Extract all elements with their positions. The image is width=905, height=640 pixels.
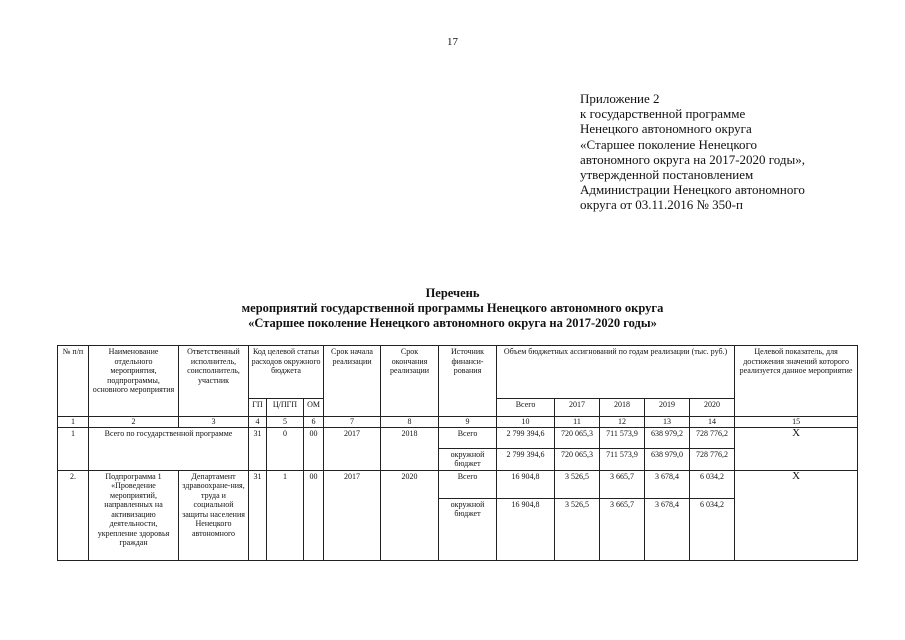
row-2018: 711 573,9 xyxy=(600,427,645,448)
row-name: Подпрограмма 1 «Проведение мероприятий, направленных на активизацию деятельности, укрепление здоровья граждан xyxy=(89,470,179,560)
row-total: 16 904,8 xyxy=(497,470,555,498)
appendix-line: утвержденной постановлением xyxy=(580,167,754,183)
row-2020: 6 034,2 xyxy=(690,498,735,560)
column-number: 10 xyxy=(497,417,555,428)
column-number: 14 xyxy=(690,417,735,428)
row-start: 2017 xyxy=(324,470,381,560)
header-year-2019: 2019 xyxy=(645,399,690,417)
header-year-2018: 2018 xyxy=(600,399,645,417)
appendix-line: Приложение 2 xyxy=(580,91,660,106)
document-title xyxy=(0,286,905,331)
row-code-om: 00 xyxy=(304,470,324,560)
row-total: 2 799 394,6 xyxy=(497,448,555,470)
column-number: 1 xyxy=(58,417,89,428)
appendix-note xyxy=(580,91,880,213)
measures-table xyxy=(57,345,858,561)
column-number: 11 xyxy=(555,417,600,428)
table-row xyxy=(58,427,858,448)
column-number: 13 xyxy=(645,417,690,428)
table-header-row xyxy=(58,346,858,399)
row-end: 2018 xyxy=(381,427,439,470)
row-total: 16 904,8 xyxy=(497,498,555,560)
column-number: 7 xyxy=(324,417,381,428)
row-target: Х xyxy=(735,427,858,470)
row-2018: 3 665,7 xyxy=(600,498,645,560)
row-source: окружной бюджет xyxy=(439,448,497,470)
row-target: Х xyxy=(735,470,858,560)
row-2017: 3 526,5 xyxy=(555,498,600,560)
header-name: Наименование отдельного мероприятия, подпрограммы, основного мероприятия xyxy=(89,346,179,417)
row-2017: 720 065,3 xyxy=(555,448,600,470)
row-code-om: 00 xyxy=(304,427,324,470)
row-total: 2 799 394,6 xyxy=(497,427,555,448)
column-number: 3 xyxy=(179,417,249,428)
column-number: 12 xyxy=(600,417,645,428)
header-total: Всего xyxy=(497,399,555,417)
header-code-om: ОМ xyxy=(304,399,324,417)
title-line: «Старшее поколение Ненецкого автономного округа на 2017-2020 годы» xyxy=(248,316,657,330)
header-start: Срок начала реализации xyxy=(324,346,381,417)
row-code-pgp: 0 xyxy=(267,427,304,470)
row-code-gp: 31 xyxy=(249,427,267,470)
column-number: 6 xyxy=(304,417,324,428)
row-2020: 728 776,2 xyxy=(690,427,735,448)
row-2017: 3 526,5 xyxy=(555,470,600,498)
row-responsible: Департамент здравоохране-ния, труда и социальной защиты населения Ненецкого автономного xyxy=(179,470,249,560)
header-source: Источник финанси-рования xyxy=(439,346,497,417)
row-2019: 638 979,0 xyxy=(645,448,690,470)
title-line: Перечень xyxy=(425,286,480,300)
column-numbers-row xyxy=(58,417,858,428)
row-2020: 728 776,2 xyxy=(690,448,735,470)
row-source: окружной бюджет xyxy=(439,498,497,560)
row-code-gp: 31 xyxy=(249,470,267,560)
header-target: Целевой показатель, для достижения значений которого реализуется данное мероприятие xyxy=(735,346,858,417)
header-year-2017: 2017 xyxy=(555,399,600,417)
row-end: 2020 xyxy=(381,470,439,560)
appendix-line: Ненецкого автономного округа xyxy=(580,121,752,137)
header-volume: Объем бюджетных ассигнований по годам реализации (тыс. руб.) xyxy=(497,346,735,399)
appendix-line: округа от 03.11.2016 № 350-п xyxy=(580,197,743,213)
row-name: Всего по государственной программе xyxy=(89,427,249,470)
row-start: 2017 xyxy=(324,427,381,470)
appendix-line: к государственной программе xyxy=(580,106,746,122)
row-source: Всего xyxy=(439,470,497,498)
row-2019: 3 678,4 xyxy=(645,470,690,498)
title-line: мероприятий государственной программы Ненецкого автономного округа xyxy=(241,301,664,315)
column-number: 8 xyxy=(381,417,439,428)
table-row xyxy=(58,470,858,498)
row-num: 2. xyxy=(58,470,89,560)
header-code-gp: ГП xyxy=(249,399,267,417)
appendix-line: Администрации Ненецкого автономного xyxy=(580,182,805,198)
appendix-line: автономного округа на 2017-2020 годы», xyxy=(580,151,806,167)
column-number: 4 xyxy=(249,417,267,428)
column-number: 9 xyxy=(439,417,497,428)
column-number: 5 xyxy=(267,417,304,428)
page-number: 17 xyxy=(447,36,458,48)
appendix-line: «Старшее поколение Ненецкого xyxy=(580,136,758,152)
column-number: 15 xyxy=(735,417,858,428)
header-end: Срок окончания реализации xyxy=(381,346,439,417)
row-2020: 6 034,2 xyxy=(690,470,735,498)
row-2019: 638 979,2 xyxy=(645,427,690,448)
header-num: № п/п xyxy=(58,346,89,417)
row-2017: 720 065,3 xyxy=(555,427,600,448)
row-num: 1 xyxy=(58,427,89,470)
column-number: 2 xyxy=(89,417,179,428)
row-code-pgp: 1 xyxy=(267,470,304,560)
header-code-pgp: Ц/ПГП xyxy=(267,399,304,417)
header-year-2020: 2020 xyxy=(690,399,735,417)
header-responsible: Ответственный исполнитель, соисполнитель, участник xyxy=(179,346,249,417)
header-code: Код целевой статьи расходов окружного бюджета xyxy=(249,346,324,399)
row-2018: 711 573,9 xyxy=(600,448,645,470)
row-source: Всего xyxy=(439,427,497,448)
row-2019: 3 678,4 xyxy=(645,498,690,560)
row-2018: 3 665,7 xyxy=(600,470,645,498)
